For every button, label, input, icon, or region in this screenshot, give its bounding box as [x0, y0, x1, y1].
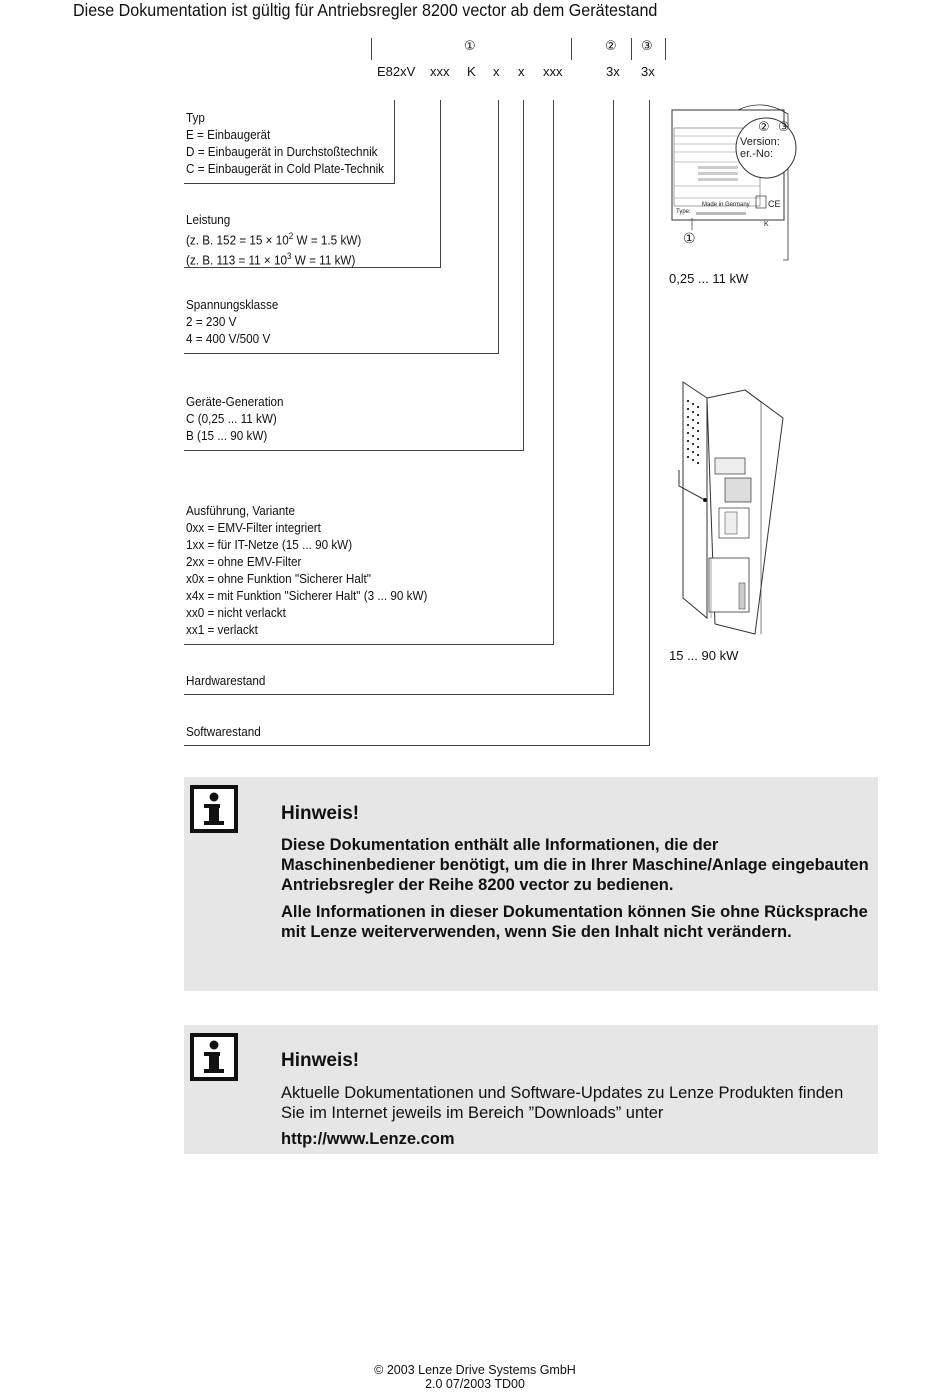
nameplate-made-in: Made in Germany — [702, 202, 750, 208]
code-separator — [631, 38, 632, 60]
code-separator — [371, 38, 372, 60]
connector — [184, 644, 554, 645]
nameplate-version: Version: — [740, 136, 780, 148]
code-part: x — [493, 64, 500, 79]
nameplate-marker-1: ① — [683, 231, 696, 247]
group-line: 2xx = ohne EMV-Filter — [186, 554, 302, 569]
connector — [184, 450, 524, 451]
page-title: Diese Dokumentation ist gültig für Antriebsregler 8200 vector ab dem Gerätestand — [73, 0, 658, 20]
code-part: 3x — [641, 64, 655, 79]
group-line: C (0,25 ... 11 kW) — [186, 411, 277, 426]
code-part: 3x — [606, 64, 620, 79]
code-separator — [571, 38, 572, 60]
group-title: Typ — [186, 110, 205, 125]
nameplate-type: Type: — [676, 209, 691, 215]
connector — [498, 100, 499, 354]
note-box — [184, 777, 878, 991]
group-line: 4 = 400 V/500 V — [186, 331, 271, 346]
note-box — [184, 1025, 878, 1154]
info-icon — [190, 1033, 238, 1081]
connector — [184, 183, 395, 184]
group-line: x0x = ohne Funktion "Sicherer Halt" — [186, 571, 371, 586]
code-part: xxx — [543, 64, 563, 79]
nameplate-marker-2: ② — [758, 120, 770, 135]
group-generation — [186, 393, 284, 444]
connector — [553, 100, 554, 645]
connector — [184, 745, 650, 746]
code-separator — [665, 38, 666, 60]
group-line: 0xx = EMV-Filter integriert — [186, 520, 321, 535]
group-ausfuehrung — [186, 502, 427, 638]
code-part: x — [518, 64, 525, 79]
group-title: Geräte-Generation — [186, 394, 284, 409]
group-line: C = Einbaugerät in Cold Plate-Technik — [186, 161, 385, 176]
marker-3: ③ — [641, 38, 653, 53]
group-line: (z. B. $113 = 11 \times 10^3$ W = 11 kW) — [186, 251, 356, 268]
device-illustration — [675, 378, 785, 640]
group-line: (z. B. $152 = 15 \times 10^2$ W = 1.5 kW) — [186, 231, 362, 248]
range-small: 0,25 ... 11 kW — [669, 271, 749, 286]
info-icon — [190, 785, 238, 833]
group-hardware: Hardwarestand — [186, 673, 266, 688]
connector — [184, 353, 499, 354]
code-part: E82xV — [377, 64, 416, 79]
connector — [523, 100, 524, 451]
group-line: B (15 ... 90 kW) — [186, 428, 268, 443]
footer-copyright: © 2003 Lenze Drive Systems GmbH — [374, 1363, 576, 1377]
group-line: 2 = 230 V — [186, 314, 237, 329]
group-line: xx1 = verlackt — [186, 622, 258, 637]
nameplate-marker-3: ③ — [778, 120, 790, 135]
nameplate-k: K — [764, 221, 769, 228]
connector — [440, 100, 441, 268]
code-part: K — [467, 64, 476, 79]
connector — [184, 694, 614, 695]
group-line: x4x = mit Funktion "Sicherer Halt" (3 ... 90 kW) — [186, 588, 428, 603]
marker-1: ① — [464, 38, 476, 53]
marker-2: ② — [605, 38, 617, 53]
group-line: D = Einbaugerät in Durchstoßtechnik — [186, 144, 378, 159]
group-typ — [186, 109, 384, 177]
group-line: 1xx = für IT-Netze (15 ... 90 kW) — [186, 537, 353, 552]
svg-text:CE: CE — [768, 199, 781, 209]
note-heading: Hinweis! — [281, 803, 360, 824]
footer-version: 2.0 07/2003 TD00 — [425, 1377, 525, 1391]
note-heading: Hinweis! — [281, 1050, 360, 1071]
group-leistung — [186, 211, 361, 269]
note-paragraph: Diese Dokumentation enthält alle Informationen, die der Maschinenbediener benötigt, um die in Ihrer Maschine/Anlage eingebauten Antriebsregler der Reihe 8200 vector zu bedienen. — [281, 836, 869, 894]
connector — [649, 100, 650, 746]
nameplate-serno: er.-No: — [740, 148, 774, 160]
lenze-url-link[interactable]: http://www.Lenze.com — [281, 1130, 455, 1148]
range-large: 15 ... 90 kW — [669, 648, 739, 663]
group-title: Leistung — [186, 212, 231, 227]
note-paragraph: Aktuelle Dokumentationen und Software-Updates zu Lenze Produkten finden Sie im Internet jeweils im Bereich ”Downloads” unter — [281, 1084, 844, 1122]
group-line: xx0 = nicht verlackt — [186, 605, 286, 620]
connector — [613, 100, 614, 695]
connector — [394, 100, 395, 184]
nameplate-illustration — [668, 100, 798, 265]
group-spannung — [186, 296, 278, 347]
group-software: Softwarestand — [186, 724, 261, 739]
group-title: Ausführung, Variante — [186, 503, 296, 518]
note-paragraph: Alle Informationen in dieser Dokumentation können Sie ohne Rücksprache mit Lenze weiterverwenden, wenn Sie den Inhalt nicht verändern. — [281, 903, 868, 941]
group-line: E = Einbaugerät — [186, 127, 271, 142]
code-part: xxx — [430, 64, 450, 79]
group-title: Spannungsklasse — [186, 297, 279, 312]
